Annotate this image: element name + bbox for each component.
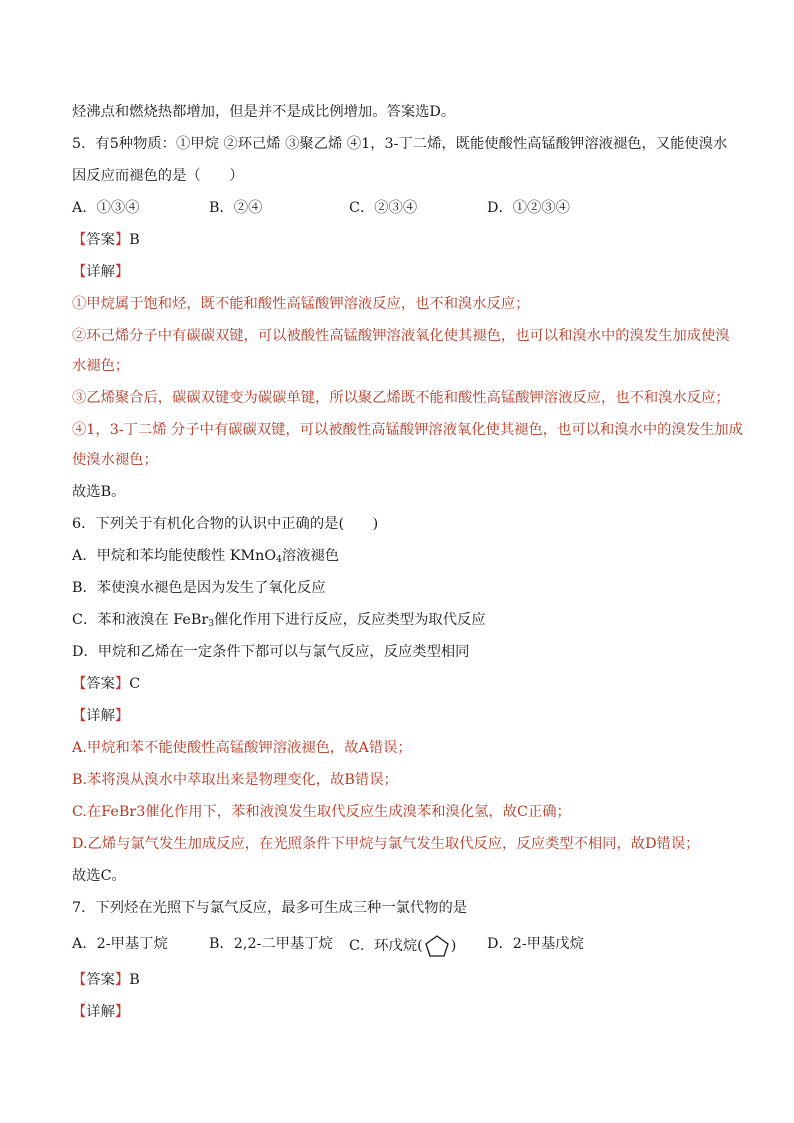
answer-label: 答案 bbox=[86, 232, 115, 248]
answer-value: B bbox=[129, 232, 140, 248]
q6-detail-line: D.乙烯与氯气发生加成反应，在光照条件下甲烷与氯气发生取代反应，反应类型不相同，故D错误； bbox=[72, 836, 700, 852]
detail-label: 详解 bbox=[86, 708, 115, 724]
q7-answer bbox=[72, 970, 140, 990]
q7-option-c-close: ) bbox=[450, 938, 457, 954]
q5-option-a: A．①③④ bbox=[72, 200, 140, 216]
q7-stem: 7．下列烃在光照下与氯气反应，最多可生成三种一氯代物的是 bbox=[72, 900, 468, 916]
cyclopentane-structure-icon bbox=[424, 934, 450, 958]
bracket-close: 】 bbox=[114, 232, 130, 248]
answer-value: B bbox=[129, 972, 140, 988]
bracket-close: 】 bbox=[114, 708, 130, 724]
q5-detail-line: ②环己烯分子中有碳碳双键，可以被酸性高锰酸钾溶液氧化使其褪色，也可以和溴水中的溴发生加成使溴 bbox=[72, 328, 730, 344]
answer-label: 答案 bbox=[86, 676, 115, 692]
q7-detail-heading bbox=[72, 1002, 129, 1022]
q5-option-d: D．①②③④ bbox=[487, 200, 570, 216]
q6-option-b: B．苯使溴水褪色是因为发生了氧化反应 bbox=[72, 580, 326, 596]
q5-detail-line: ①甲烷属于饱和烃，既不能和酸性高锰酸钾溶液反应，也不和溴水反应； bbox=[72, 296, 530, 312]
q6-answer bbox=[72, 674, 140, 694]
q5-detail-line: ③乙烯聚合后，碳碳双键变为碳碳单键，所以聚乙烯既不能和酸性高锰酸钾溶液反应，也不和溴水反应； bbox=[72, 390, 730, 406]
q5-answer bbox=[72, 230, 140, 250]
q6-option-c-subscript: 3 bbox=[208, 619, 214, 629]
q7-option-b: B．2,2-二甲基丁烷 bbox=[209, 936, 333, 952]
bracket-close: 】 bbox=[114, 264, 130, 280]
q6-option-c-text: C．苯和液溴在 FeBr bbox=[72, 612, 209, 628]
q5-detail-line: ④1，3-丁二烯 分子中有碳碳双键，可以被酸性高锰酸钾溶液氧化使其褪色，也可以和溴水中的溴发生加成 bbox=[72, 422, 743, 438]
bracket-close: 】 bbox=[114, 972, 130, 988]
q4-explanation-tail: 烃沸点和燃烧热都增加，但是并不是成比例增加。答案选D。 bbox=[72, 104, 456, 120]
q6-option-a-text: A．甲烷和苯均能使酸性 KMnO bbox=[72, 548, 277, 564]
q6-detail-line: B.苯将溴从溴水中萃取出来是物理变化，故B错误； bbox=[72, 772, 398, 788]
answer-value: C bbox=[129, 676, 141, 692]
q5-option-b: B．②④ bbox=[209, 200, 263, 216]
q5-detail-heading bbox=[72, 262, 129, 282]
bracket-open: 【 bbox=[72, 232, 87, 248]
q5-conclusion: 故选B。 bbox=[72, 484, 126, 500]
detail-label: 详解 bbox=[86, 264, 115, 280]
q5-option-c: C．②③④ bbox=[349, 200, 418, 216]
bracket-open: 【 bbox=[72, 676, 87, 692]
q6-detail-heading bbox=[72, 706, 129, 726]
q6-detail-line: C.在FeBr3催化作用下，苯和液溴发生取代反应生成溴苯和溴化氢，故C正确； bbox=[72, 804, 571, 820]
q7-option-d: D．2-甲基戊烷 bbox=[487, 936, 584, 952]
q7-option-c bbox=[349, 934, 456, 958]
detail-label: 详解 bbox=[86, 1004, 115, 1020]
bracket-open: 【 bbox=[72, 708, 87, 724]
q7-option-a: A．2-甲基丁烷 bbox=[72, 936, 168, 952]
q5-detail-line: 水褪色； bbox=[72, 358, 130, 374]
bracket-open: 【 bbox=[72, 264, 87, 280]
q5-stem-line1: 5．有5种物质：①甲烷 ②环己烯 ③聚乙烯 ④1，3-丁二烯，既能使酸性高锰酸钾溶液褪色，又能使溴水 bbox=[72, 136, 728, 152]
answer-label: 答案 bbox=[86, 972, 115, 988]
q6-detail-line: A.甲烷和苯不能使酸性高锰酸钾溶液褪色，故A错误； bbox=[72, 740, 412, 756]
q5-stem-line2: 因反应而褪色的是（ ） bbox=[72, 168, 244, 184]
q6-option-a-tail: 溶液褪色 bbox=[281, 548, 340, 564]
bracket-close: 】 bbox=[114, 676, 130, 692]
q6-option-a-subscript: 4 bbox=[276, 555, 282, 565]
q6-conclusion: 故选C。 bbox=[72, 868, 126, 884]
q6-option-c bbox=[72, 610, 486, 634]
bracket-close: 】 bbox=[114, 1004, 130, 1020]
q6-stem: 6．下列关于有机化合物的认识中正确的是( ) bbox=[72, 516, 379, 532]
bracket-open: 【 bbox=[72, 972, 87, 988]
q5-detail-line: 使溴水褪色； bbox=[72, 452, 158, 468]
q6-option-a bbox=[72, 546, 339, 570]
q6-option-d: D．甲烷和乙烯在一定条件下都可以与氯气反应，反应类型相同 bbox=[72, 644, 470, 660]
q7-option-c-text: C．环戊烷( bbox=[349, 938, 423, 954]
bracket-open: 【 bbox=[72, 1004, 87, 1020]
q6-option-c-tail: 催化作用下进行反应，反应类型为取代反应 bbox=[213, 612, 486, 628]
